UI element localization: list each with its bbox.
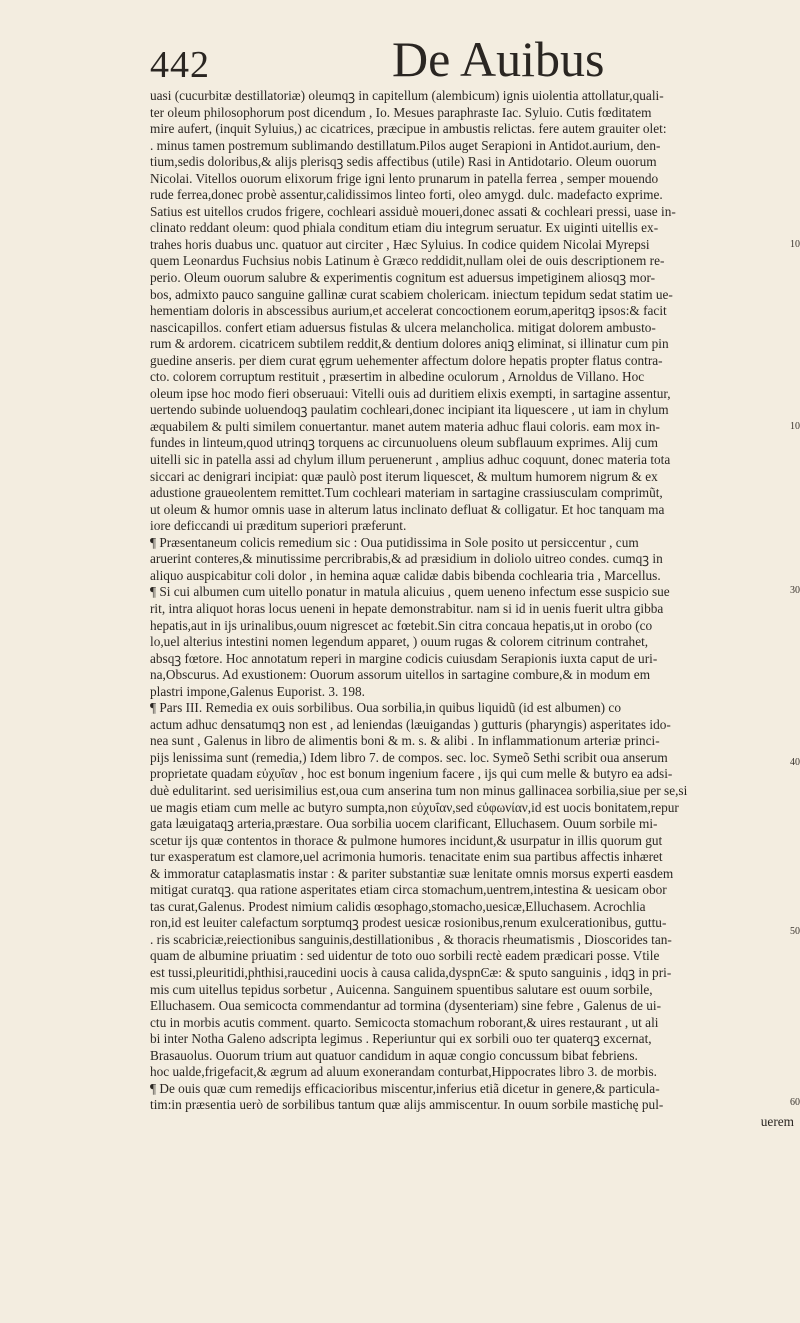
margin-line-number: 50 xyxy=(790,926,800,937)
text-line: plastri impone,Galenus Euporist. 3. 198. xyxy=(150,683,365,699)
text-line: mis cum uitellus tepidus sorbetur , Auicenna. Sanguinem spuentibus salutare est ouum sorbile, xyxy=(150,981,653,997)
text-line: lo,uel alterius intestini nomen legendum apparet, ) ouum rugas & colorem citrinum contrahet, xyxy=(150,634,649,650)
text-line: tur exasperatum est clamore,uel acrimonia humoris. tenacitate enim sua partibus affectis inhæret xyxy=(150,849,663,865)
text-line: oleum ipse hoc modo fieri obseruaui: Vitelli ouis ad duritiem elixis exempti, in sartagine assentur, xyxy=(150,385,671,401)
text-line: tas curat,Galenus. Prodest nimium calidis œsophago,stomacho,uesicæ,Elluchasem. Acrochlia xyxy=(150,898,646,914)
text-line: tim:in præsentia uerò de sorbilibus tantum quæ alijs ammiscentur. In ouum sorbile mastichę pul- xyxy=(150,1097,664,1113)
running-head-title: De Auibus xyxy=(392,31,605,87)
text-line: Nicolai. Vitellos ouorum elixorum frige igni lento prunarum in patella ferrea , semper mouendo xyxy=(150,170,659,186)
text-line: æquabilem & pulti similem conuertantur. manet autem materia adhuc flaui coloris. eam mox in- xyxy=(150,418,660,434)
text-line: quem Leonardus Fuchsius nobis Latinum è Græco reddidit,nullam olei de ouis descriptionem re- xyxy=(150,253,665,269)
text-line: ¶ Præsentaneum colicis remedium sic : Oua putidissima in Sole posito ut persiccentur , cum xyxy=(150,534,639,550)
text-line: cto. colorem corruptum restituit , præsertim in albedine oculorum , Arnoldus de Villano. Hoc xyxy=(150,369,645,385)
text-line: ut oleum & humor omnis uase in alterum latus inclinato defluat & colligatur. Et hoc tanquam ma xyxy=(150,501,665,517)
text-line: hepatis,aut in ijs urinalibus,ouum nigrescet ac fœtebit.Sin citra concaua hepatis,ut in orobo (co xyxy=(150,617,653,633)
text-line: ron,id est leuiter calefactum sorptumqꝫ prodest uesicæ rosionibus,renum exulcerationibus, guttu- xyxy=(150,915,667,931)
text-line: aliquo auspicabitur coli dolor , in hemina aquæ calidæ dabis bibenda cochlearia tria , Marcellus. xyxy=(150,567,661,583)
text-line: nea sunt , Galenus in libro de alimentis boni & m. s. & alibi . In inflammationum arteriæ princi- xyxy=(150,733,660,749)
text-line: siccari ac denigrari incipiat: quæ paulò post iterum liquescet, & multum humorem nigrum & ex xyxy=(150,468,658,484)
text-line: uitelli sic in patella assi ad chylum illum peruenerunt , amplius adhuc coquunt, donec materia tota xyxy=(150,452,671,468)
text-line: duè edulitarint. sed uerisimilius est,oua cum anserina tum non minus gallinacea sorbilia,siue per se,si xyxy=(150,782,688,798)
text-line: tium,sedis doloribus,& alijs plerisqꝫ sedis affectibus (utile) Rasi in Antidotario. Oleum ouorum xyxy=(150,154,657,170)
margin-line-number: 10 xyxy=(790,239,800,250)
text-line: uasi (cucurbitæ destillatoriæ) oleumqꝫ in capitellum (alembicum) ignis uiolentia attollatur,quali- xyxy=(150,88,664,103)
body-text xyxy=(150,88,800,1130)
text-line: mitigat curatqꝫ. qua ratione asperitates etiam circa stomachum,uentrem,intestina & uesicam obor xyxy=(150,882,667,898)
text-line: scetur ijs quæ contentos in thorace & pulmone humores incidunt,& usurpatur in illis quorum gut xyxy=(150,832,663,848)
text-line: rum & ardorem. cicatricem subtilem reddit,& dentium dolores aniqꝫ eliminat, si illinatur cum pin xyxy=(150,336,669,352)
text-line: ¶ Pars III. Remedia ex ouis sorbilibus. Oua sorbilia,in quibus liquidũ (id est albumen) co xyxy=(150,700,621,716)
margin-line-number: 40 xyxy=(790,757,800,768)
text-line: rude ferrea,donec probè assentur,calidissimos linteo forti, oleo amygd. dulc. madefacto exprime. xyxy=(150,187,663,203)
text-line: iore deficcandi ui præditum superiori præferunt. xyxy=(150,518,407,534)
text-line: gata læuigataqꝫ arteria,præstare. Oua sorbilia uocem clarificant, Elluchasem. Ouum sorbile mi- xyxy=(150,816,658,832)
text-line: trahes horis duabus unc. quatuor aut circiter , Hæc Syluius. In codice quidem Nicolai Myrepsi xyxy=(150,236,650,252)
text-line: nascicapillos. confert etiam aduersus fistulas & ulcera melancholica. mitigat dolorem ambusto- xyxy=(150,319,656,335)
margin-line-number: 30 xyxy=(790,585,800,596)
text-line: hoc ualde,frigefacit,& ægrum ad aluum exonerandam conturbat,Hippocrates libro 3. de morbis. xyxy=(150,1064,657,1080)
margin-line-number: 10 xyxy=(790,421,800,432)
text-line: uerem xyxy=(760,1113,794,1129)
text-line: absqꝫ fœtore. Hoc annotatum reperi in margine codicis cuiusdam Serapionis iuxta caput de uri- xyxy=(150,650,658,666)
text-line: bos, admixto pauco sanguine gallinæ curat scabiem cholericam. iniectum tepidum sedat statim ue- xyxy=(150,286,673,302)
text-line: ctu in morbis acutis comment. quarto. Semicocta stomachum roborant,& uires restaurant , ut ali xyxy=(150,1014,659,1030)
text-line: est tussi,pleuritidi,phthisi,raucedini uocis à causa calida,dyspnϾæ: & sputo sanguinis , idqꝫ in pri- xyxy=(150,964,672,980)
text-line: bi inter Notha Galeno adscripta legimus . Reperiuntur qui ex sorbili ouo ter quaterqꝫ excernat, xyxy=(150,1031,652,1047)
text-line: clinato reddant oleum: quod phiala conditum etiam diu integrum seruatur. Ex uiginti uitellis ex- xyxy=(150,220,659,236)
text-line: & immoratur cataplasmatis instar : & pariter substantiæ suæ lenitate omnis morsus experti easdem xyxy=(150,865,674,881)
text-line: ter oleum philosophorum post dicendum , Io. Mesues paraphraste Iac. Syluio. Cutis fœditatem xyxy=(150,104,652,120)
text-line: aruerint conteres,& minutissime percribrabis,& ad præsidium in doliolo uitreo condes. cumqꝫ in xyxy=(150,551,663,567)
text-line: proprietate quadam εὐχυΐαν , hoc est bonum ingenium facere , ijs qui cum melle & butyro ea adsi- xyxy=(150,766,673,782)
text-line: ue magis etiam cum melle ac butyro sumpta,non εὐχυΐαν,sed εὐφωνίαν,id est uocis bonitatem,repur xyxy=(150,799,679,815)
text-line: Elluchasem. Oua semicocta commendantur ad tormina (dysenteriam) sine febre , Galenus de ui- xyxy=(150,998,662,1014)
text-line: Satius est uitellos crudos frigere, cochleari assiduè moueri,donec assati & cochleari pressi, uase in- xyxy=(150,203,676,219)
text-line: ¶ Si cui albumen cum uitello ponatur in matula alicuius , quem ueneno infectum esse suspicio sue xyxy=(150,584,670,600)
text-line: adustione graueolentem remittet.Tum cochleari materiam in sartagine crassiusculam comprimũt, xyxy=(150,485,663,501)
text-line: guedine anseris. per diem curat ęgrum uehementer affectum dolore hepatis propter flatus contra- xyxy=(150,352,663,368)
text-line: fundes in linteum,quod utrinqꝫ torquens ac circunuoluens oleum subflauum exprimes. Alij cum xyxy=(150,435,658,451)
text-line: . ris scabriciæ,reiectionibus sanguinis,destillationibus , & thoracis rheumatismis , Dioscorides tan- xyxy=(150,931,672,947)
text-line: ¶ De ouis quæ cum remedijs efficacioribus miscentur,inferius etiã dicetur in genere,& particula- xyxy=(150,1080,660,1096)
text-line: perio. Oleum ouorum salubre & experimentis cognitum est aduersus impetiginem aliosqꝫ mor- xyxy=(150,270,656,286)
text-line: . minus tamen postremum sublimando destillatum.Pilos auget Serapioni in Antidot.aurium, den- xyxy=(150,137,661,153)
page-number: 442 xyxy=(150,44,210,86)
text-line: mire aufert, (inquit Syluius,) ac cicatrices, præcipue in ambustis relictas. fere autem grauiter olet: xyxy=(150,121,667,137)
text-line: quam de albumine priuatim : sed uidentur de toto ouo sorbili rectè eadem prædicari posse. Vtile xyxy=(150,948,660,964)
text-line: na,Obscurus. Ad exustionem: Ouorum assorum uitellos in sartagine combure,& in modum em xyxy=(150,667,651,683)
text-line: hementiam doloris in abscessibus aurium,et accelerat concoctionem eorum,aperitqꝫ ipsos:& facit xyxy=(150,303,667,319)
text-line: uertendo subinde uoluendoqꝫ paulatim cochleari,donec incipiant ita liquescere , ut iam in chylum xyxy=(150,402,669,418)
text-line: Brasauolus. Ouorum trium aut quatuor candidum in aquæ congio concussum bibat febriens. xyxy=(150,1047,638,1063)
text-line: pijs lenissima sunt (remedia,) Idem libro 7. de compos. sec. loc. Symeõ Sethi scribit oua anserum xyxy=(150,749,668,765)
text-line: rit, intra aliquot horas locus ueneni in hepate demonstrabitur. nam si id in uenis fuerit ultra gibba xyxy=(150,600,664,616)
margin-line-number: 60 xyxy=(790,1097,800,1108)
text-line: actum adhuc densatumqꝫ non est , ad leniendas (læuigandas ) gutturis (pharyngis) asperitates ido- xyxy=(150,716,671,732)
